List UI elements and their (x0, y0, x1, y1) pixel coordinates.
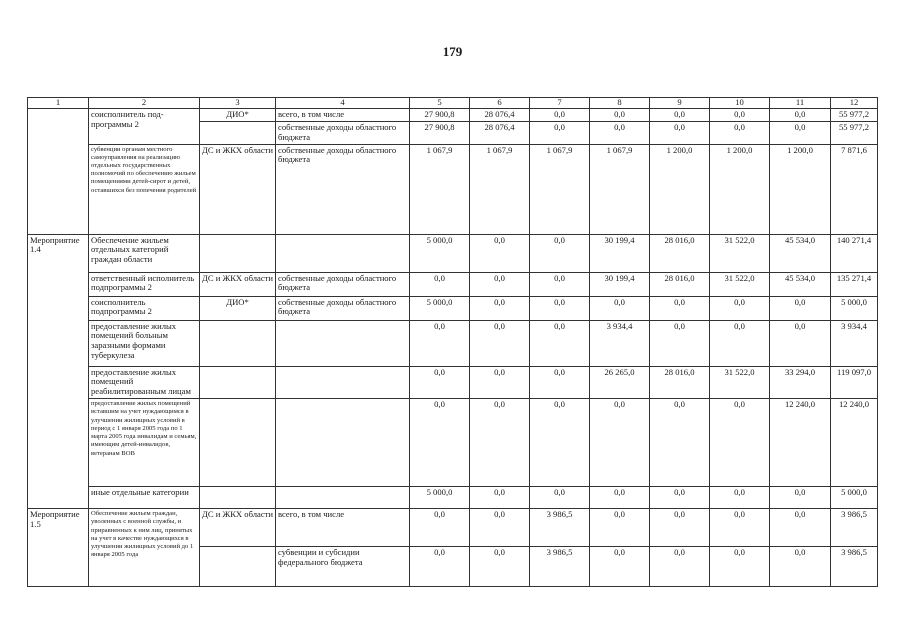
value-cell: 140 271,4 (831, 234, 878, 272)
value-cell: 0,0 (470, 509, 530, 547)
value-cell: 45 534,0 (770, 272, 831, 296)
value-cell: 0,0 (470, 272, 530, 296)
value-cell: 28 076,4 (470, 108, 530, 121)
value-cell: 0,0 (410, 509, 470, 547)
subprogram-cell: предоставление жилых помещений вставшим на учет нуждающимся в улучшении жилищных условий в период с 1 января 2005 года по 1 марта 2005 года инвалидам и семьям, имеющим детей-инвалидов, ветеранам ВОВ (89, 399, 200, 487)
value-cell: 0,0 (530, 487, 590, 509)
value-cell: 0,0 (410, 366, 470, 399)
value-cell: 0,0 (770, 487, 831, 509)
col-header: 11 (770, 98, 831, 109)
value-cell: 0,0 (470, 296, 530, 320)
value-cell: 0,0 (710, 509, 770, 547)
value-cell: 31 522,0 (710, 366, 770, 399)
subprogram-cell: предоставление жилых помещений больным заразными формами туберкулеза (89, 320, 200, 366)
col-header: 9 (650, 98, 710, 109)
value-cell: 28 016,0 (650, 234, 710, 272)
source-cell (276, 399, 410, 487)
table-row (28, 366, 878, 399)
value-cell: 55 977,2 (831, 108, 878, 121)
value-cell: 28 016,0 (650, 272, 710, 296)
value-cell: 0,0 (590, 296, 650, 320)
value-cell: 0,0 (410, 320, 470, 366)
value-cell: 1 200,0 (770, 144, 831, 234)
value-cell: 0,0 (650, 487, 710, 509)
value-cell: 33 294,0 (770, 366, 831, 399)
executor-cell (200, 547, 276, 587)
col-header: 6 (470, 98, 530, 109)
source-cell: субвенции и субсидии федерального бюджета (276, 547, 410, 587)
col-header: 7 (530, 98, 590, 109)
executor-cell (200, 487, 276, 509)
source-cell: собственные доходы областного бюджета (276, 121, 410, 144)
table-row (28, 487, 878, 509)
col-header: 4 (276, 98, 410, 109)
col-header: 3 (200, 98, 276, 109)
executor-cell: ДС и ЖКХ области (200, 509, 276, 547)
value-cell: 0,0 (590, 399, 650, 487)
table-row (28, 234, 878, 272)
value-cell: 0,0 (650, 320, 710, 366)
value-cell: 0,0 (710, 399, 770, 487)
value-cell: 135 271,4 (831, 272, 878, 296)
value-cell: 30 199,4 (590, 272, 650, 296)
table-row (28, 144, 878, 234)
value-cell: 5 000,0 (410, 234, 470, 272)
value-cell: 45 534,0 (770, 234, 831, 272)
value-cell: 0,0 (770, 547, 831, 587)
value-cell: 0,0 (590, 487, 650, 509)
value-cell: 0,0 (770, 296, 831, 320)
source-cell (276, 320, 410, 366)
value-cell: 0,0 (410, 547, 470, 587)
col-header: 12 (831, 98, 878, 109)
table-row (28, 399, 878, 487)
value-cell: 0,0 (650, 108, 710, 121)
subprogram-cell: субвенции органам местного самоуправления на реализацию отдельных государственных полномочий по обеспечению жильем помещениями детей-сирот и детей, оставшихся без попечения родителей (89, 144, 200, 234)
value-cell: 0,0 (650, 509, 710, 547)
table-row (28, 509, 878, 547)
value-cell: 1 200,0 (710, 144, 770, 234)
subprogram-cell: предоставление жилых помещений реабилитированным лицам (89, 366, 200, 399)
value-cell: 0,0 (410, 399, 470, 487)
value-cell: 3 934,4 (831, 320, 878, 366)
value-cell: 0,0 (530, 234, 590, 272)
value-cell: 0,0 (470, 234, 530, 272)
col-header: 1 (28, 98, 89, 109)
col-header: 10 (710, 98, 770, 109)
value-cell: 0,0 (470, 547, 530, 587)
executor-cell: ДИО* (200, 296, 276, 320)
executor-cell: ДС и ЖКХ области (200, 272, 276, 296)
value-cell: 1 067,9 (470, 144, 530, 234)
value-cell: 0,0 (710, 121, 770, 144)
value-cell: 119 097,0 (831, 366, 878, 399)
executor-cell (200, 320, 276, 366)
value-cell: 0,0 (530, 121, 590, 144)
value-cell: 0,0 (710, 547, 770, 587)
subprogram-cell: соисполнитель под-программы 2 (89, 108, 200, 144)
value-cell: 28 016,0 (650, 366, 710, 399)
value-cell: 3 986,5 (530, 547, 590, 587)
value-cell: 0,0 (530, 108, 590, 121)
value-cell: 31 522,0 (710, 272, 770, 296)
value-cell: 0,0 (590, 509, 650, 547)
executor-cell: ДС и ЖКХ области (200, 144, 276, 234)
value-cell: 0,0 (530, 296, 590, 320)
subprogram-cell: Обеспечение жильем отдельных категорий граждан области (89, 234, 200, 272)
value-cell: 3 986,5 (831, 547, 878, 587)
source-cell (276, 487, 410, 509)
value-cell: 0,0 (770, 320, 831, 366)
value-cell: 3 986,5 (831, 509, 878, 547)
value-cell: 0,0 (530, 320, 590, 366)
value-cell: 0,0 (770, 108, 831, 121)
value-cell: 0,0 (650, 121, 710, 144)
value-cell: 30 199,4 (590, 234, 650, 272)
value-cell: 27 900,8 (410, 121, 470, 144)
subprogram-cell: Обеспечение жильем граждан, уволенных с военной службы, и приравненных к ним лиц, принятых на учет в качестве нуждающихся в улучшении жилищных условий до 1 января 2005 года (89, 509, 200, 587)
value-cell: 0,0 (770, 509, 831, 547)
table-row (28, 272, 878, 296)
page-number: 179 (442, 44, 463, 59)
col-header: 8 (590, 98, 650, 109)
value-cell: 0,0 (710, 487, 770, 509)
value-cell: 0,0 (530, 399, 590, 487)
value-cell: 5 000,0 (410, 487, 470, 509)
value-cell: 0,0 (530, 272, 590, 296)
source-cell (276, 234, 410, 272)
value-cell: 0,0 (530, 366, 590, 399)
value-cell: 0,0 (590, 108, 650, 121)
value-cell: 1 067,9 (410, 144, 470, 234)
value-cell: 0,0 (710, 108, 770, 121)
value-cell: 0,0 (650, 547, 710, 587)
value-cell: 0,0 (590, 121, 650, 144)
source-cell: собственные доходы областного бюджета (276, 272, 410, 296)
executor-cell (200, 121, 276, 144)
value-cell: 0,0 (710, 320, 770, 366)
value-cell: 1 200,0 (650, 144, 710, 234)
value-cell: 0,0 (410, 272, 470, 296)
executor-cell: ДИО* (200, 108, 276, 121)
value-cell: 3 934,4 (590, 320, 650, 366)
value-cell: 7 871,6 (831, 144, 878, 234)
source-cell: собственные доходы областного бюджета (276, 144, 410, 234)
value-cell: 0,0 (770, 121, 831, 144)
value-cell: 0,0 (650, 399, 710, 487)
value-cell: 0,0 (470, 320, 530, 366)
value-cell: 0,0 (470, 487, 530, 509)
value-cell: 12 240,0 (770, 399, 831, 487)
value-cell: 0,0 (470, 399, 530, 487)
value-cell: 3 986,5 (530, 509, 590, 547)
value-cell: 26 265,0 (590, 366, 650, 399)
value-cell: 5 000,0 (831, 487, 878, 509)
measure-cell (28, 108, 89, 234)
value-cell: 0,0 (650, 296, 710, 320)
table-row (28, 108, 878, 121)
value-cell: 28 076,4 (470, 121, 530, 144)
executor-cell (200, 366, 276, 399)
value-cell: 0,0 (470, 366, 530, 399)
executor-cell (200, 399, 276, 487)
col-header: 2 (89, 98, 200, 109)
value-cell: 5 000,0 (410, 296, 470, 320)
value-cell: 5 000,0 (831, 296, 878, 320)
measure-cell: Мероприятие 1.4 (28, 234, 89, 509)
col-header: 5 (410, 98, 470, 109)
value-cell: 0,0 (590, 547, 650, 587)
header-row (28, 98, 878, 109)
value-cell: 1 067,9 (590, 144, 650, 234)
source-cell: всего, в том числе (276, 108, 410, 121)
value-cell: 31 522,0 (710, 234, 770, 272)
table-row (28, 296, 878, 320)
value-cell: 1 067,9 (530, 144, 590, 234)
source-cell (276, 366, 410, 399)
value-cell: 27 900,8 (410, 108, 470, 121)
value-cell: 0,0 (710, 296, 770, 320)
executor-cell (200, 234, 276, 272)
budget-table (27, 97, 878, 587)
measure-cell: Мероприятие 1.5 (28, 509, 89, 587)
subprogram-cell: ответственный исполнитель подпрограммы 2 (89, 272, 200, 296)
subprogram-cell: иные отдельные категории (89, 487, 200, 509)
value-cell: 55 977,2 (831, 121, 878, 144)
table-row (28, 320, 878, 366)
source-cell: собственные доходы областного бюджета (276, 296, 410, 320)
value-cell: 12 240,0 (831, 399, 878, 487)
subprogram-cell: соисполнитель подпрограммы 2 (89, 296, 200, 320)
source-cell: всего, в том числе (276, 509, 410, 547)
